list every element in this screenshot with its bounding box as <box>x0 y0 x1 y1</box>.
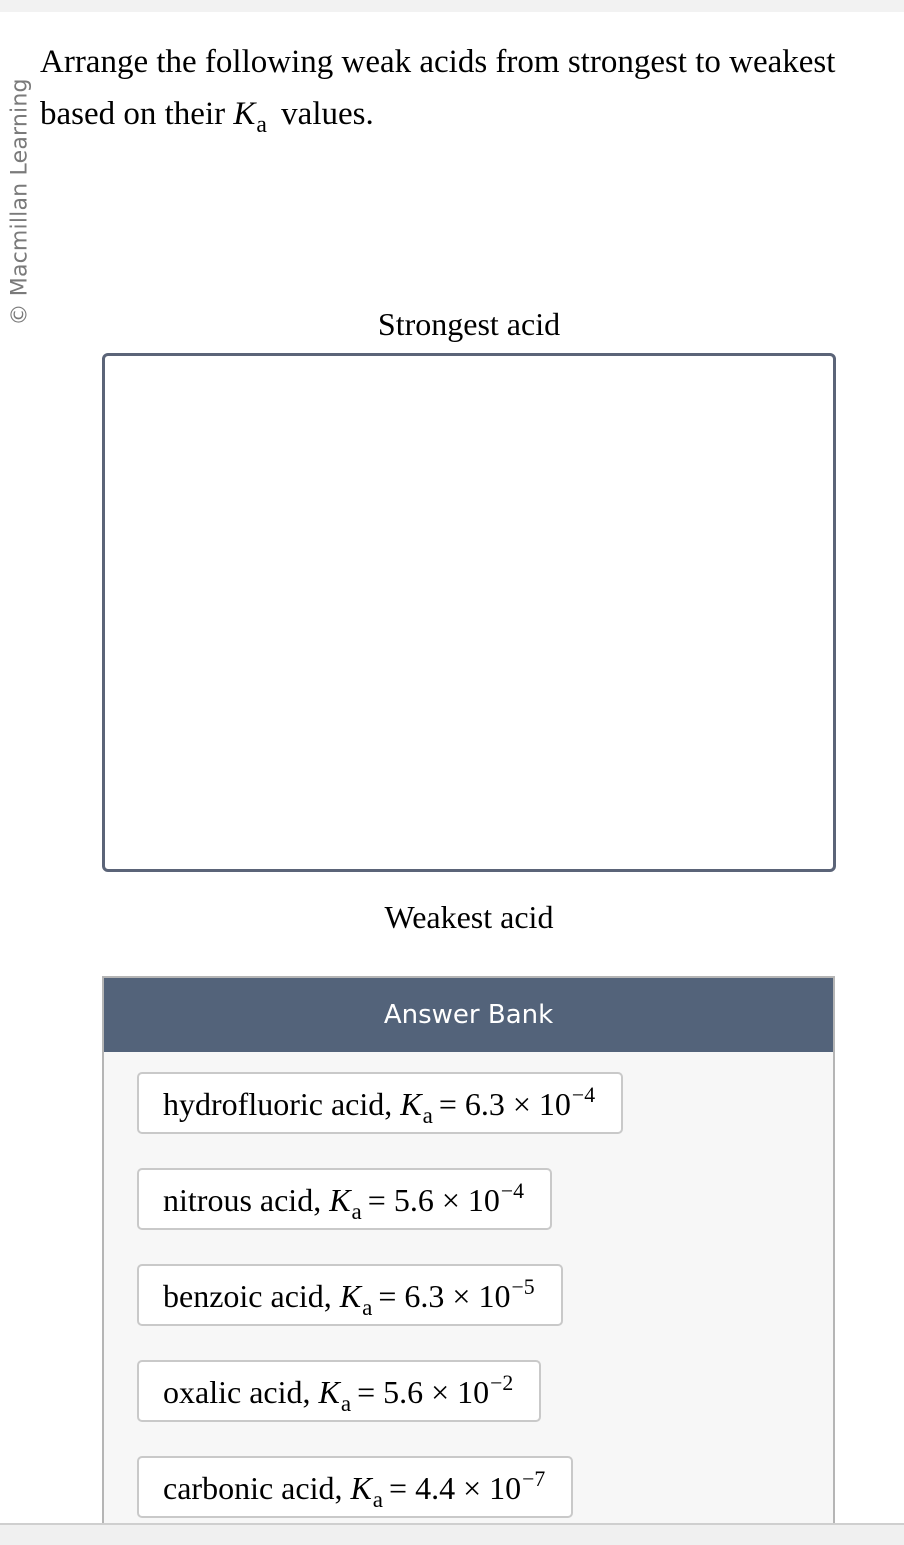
ka-subscript: a <box>256 112 267 139</box>
acid-name: benzoic acid, <box>163 1278 340 1314</box>
answer-tile-nitrous-acid[interactable] <box>137 1168 552 1230</box>
answer-tile-oxalic-acid[interactable] <box>137 1360 541 1422</box>
ka-exponent: −5 <box>511 1274 535 1299</box>
ka-exponent: −4 <box>571 1082 596 1107</box>
ka-value: = 6.3 × 10 <box>438 1086 571 1122</box>
ka-subscript: a <box>422 1102 433 1129</box>
answer-bank-title: Answer Bank <box>104 978 833 1052</box>
answer-bank <box>102 976 835 1523</box>
ka-value: = 4.4 × 10 <box>389 1470 522 1506</box>
acid-name: hydrofluoric acid, <box>163 1086 401 1122</box>
ka-symbol: K <box>318 1374 340 1410</box>
ka-exponent: −2 <box>490 1370 514 1395</box>
ka-symbol: K <box>400 1086 422 1122</box>
ka-value: = 5.6 × 10 <box>367 1182 500 1218</box>
ka-value: = 6.3 × 10 <box>378 1278 511 1314</box>
ranking-drop-zone[interactable] <box>102 353 836 872</box>
prompt-text-after: values. <box>272 96 374 132</box>
ka-symbol: K <box>350 1470 372 1506</box>
ka-subscript: a <box>362 1294 373 1321</box>
ka-subscript: a <box>372 1486 384 1513</box>
ka-exponent: −4 <box>500 1178 525 1203</box>
acid-name: carbonic acid, <box>163 1470 351 1506</box>
ka-symbol: K <box>329 1182 351 1218</box>
weakest-acid-label: Weakest acid <box>384 899 554 935</box>
question-prompt <box>40 36 840 143</box>
answer-tile-hydrofluoric-acid[interactable] <box>137 1072 623 1134</box>
answer-tile-carbonic-acid[interactable] <box>137 1456 573 1518</box>
ka-value: = 5.6 × 10 <box>357 1374 490 1410</box>
acid-name: oxalic acid, <box>163 1374 319 1410</box>
copyright-watermark: © Macmillan Learning <box>7 78 33 326</box>
strongest-acid-label: Strongest acid <box>377 306 561 342</box>
ka-exponent: −7 <box>522 1466 546 1491</box>
answer-tile-benzoic-acid[interactable] <box>137 1264 563 1326</box>
bottom-scroll-edge <box>0 1523 904 1545</box>
ka-symbol: K <box>339 1278 362 1314</box>
prompt-text-before: Arrange the following weak acids from strongest to weakest based on their <box>40 44 836 132</box>
ka-subscript: a <box>340 1390 352 1417</box>
ka-subscript: a <box>351 1198 362 1225</box>
question-page <box>0 12 904 1523</box>
ka-symbol: K <box>233 96 256 132</box>
acid-name: nitrous acid, <box>163 1182 330 1218</box>
